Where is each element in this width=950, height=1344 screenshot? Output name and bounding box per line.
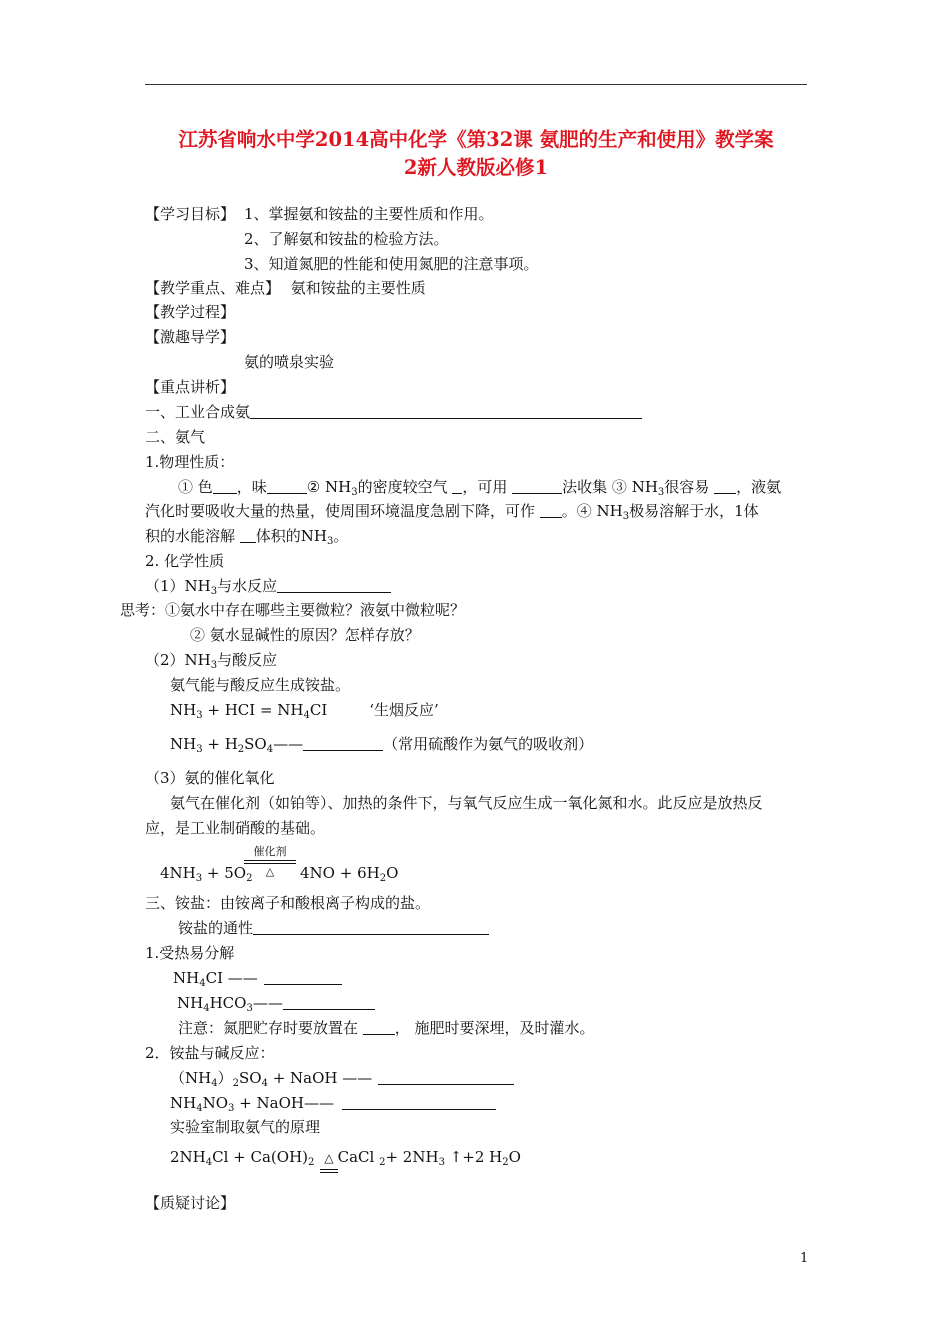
think-question-1: 思考：①氨水中存在哪些主要微粒？液氨中微粒呢？ <box>120 601 466 619</box>
reaction-with-acid: $(2)NH_3$与酸反应 <box>145 651 278 671</box>
think-question-2: ② 氨水显碱性的原因？怎样存放？ <box>190 626 420 644</box>
objectives-label: 【学习目标】 <box>145 205 236 223</box>
chemical-heading: 2. 化学性质 <box>145 552 225 570</box>
answer-blank <box>283 994 375 1010</box>
section-industrial-ammonia <box>145 401 642 423</box>
equals-double-line <box>244 860 296 864</box>
equation-hcl: $NH_3$ + HCI = $NH_4CI$ ‘生烟反应’ <box>170 701 439 721</box>
ammonium-sulfate-reaction: $(NH_4)_2SO_4$ + NaOH —— <box>170 1067 514 1095</box>
heat-symbol: △ <box>265 865 275 878</box>
answer-blank <box>342 1094 496 1110</box>
page-title-line2: 2新人教版必修1 <box>403 156 549 179</box>
lecture-label: 【重点讲析】 <box>145 378 236 396</box>
answer-blank <box>378 1069 514 1085</box>
ammonium-salt-heading: 三、铵盐：由铵离子和酸根离子构成的盐。 <box>145 894 431 912</box>
answer-blank <box>213 478 237 494</box>
base-reaction-heading: 2．铵盐与碱反应： <box>145 1044 275 1062</box>
answer-blank <box>303 735 383 751</box>
decomposition-heading: 1.受热易分解 <box>145 944 235 962</box>
oxidation-description: 氨气在催化剂（如铂等）、加热的条件下，与氧气反应生成一氧化氮和水。此反应是放热反 <box>170 794 763 812</box>
intro-text: 氨的喷泉实验 <box>244 353 335 371</box>
heat-condition: △ <box>320 1146 337 1169</box>
answer-blank <box>240 527 256 543</box>
reaction-condition-arrow <box>244 845 296 879</box>
reaction-with-water: $(1)NH_3$与水反应 <box>145 575 391 603</box>
catalyst-label: 催化剂 <box>253 845 287 858</box>
ammonium-nitrate-reaction: $NH_4NO_3$ + NaOH—— <box>170 1092 496 1120</box>
key-points <box>145 277 426 299</box>
process-label: 【教学过程】 <box>145 303 236 321</box>
equation-h2so4: $NH_3$ + $H_2SO_4——$ （常用硫酸作为氨气的吸收剂） <box>170 735 594 755</box>
physical-line-3: 积的水能溶解 体积的$NH_3$。 <box>145 527 349 547</box>
answer-blank <box>267 478 307 494</box>
objective-item: 3、知道氮肥的性能和使用氮肥的注意事项。 <box>244 255 539 273</box>
answer-blank <box>512 478 562 494</box>
discussion-label: 【质疑讨论】 <box>145 1194 236 1212</box>
lab-preparation-heading: 实验室制取氨气的原理 <box>170 1118 321 1136</box>
key-points-text: 氨和铵盐的主要性质 <box>290 279 426 297</box>
physical-line-2: 汽化时要吸收大量的热量，使周围环境温度急剧下降，可作 。④ $NH_3$极易溶解于水，1体 <box>145 502 759 522</box>
physical-line-1: ① 色 ，味 ② $NH_3$的密度较空气 ，可用 法收集 ③ $NH_3$很容易 ，液氨 <box>178 478 782 498</box>
oxidation-description-2: 应，是工业制硝酸的基础。 <box>145 819 326 837</box>
catalytic-oxidation-heading: （3）氨的催化氧化 <box>145 769 275 787</box>
page-title: 江苏省响水中学2014高中化学《第32课 氨肥的生产和使用》教学案 <box>178 128 774 151</box>
answer-blank <box>253 919 489 935</box>
header-rule <box>145 84 807 85</box>
objective-item: 1、掌握氨和铵盐的主要性质和作用。 <box>244 205 494 223</box>
ammonium-common-properties: 铵盐的通性 <box>178 917 489 939</box>
nh4cl-decomposition: $NH_4CI$ —— <box>173 967 342 995</box>
answer-blank <box>250 403 642 419</box>
answer-blank <box>363 1019 395 1035</box>
answer-blank <box>277 577 391 593</box>
page-number: 1 <box>800 1251 809 1266</box>
answer-blank <box>452 478 462 494</box>
nh4hco3-decomposition: $NH_4HCO_3——$ <box>177 992 375 1020</box>
answer-blank <box>540 502 562 518</box>
key-points-label: 【教学重点、难点】 <box>145 279 281 297</box>
lab-preparation-equation: $2NH_4Cl + Ca(OH)_2$ △ CaCl $_2+ 2NH_3$ ↑+2 $H_2O$ <box>170 1146 521 1174</box>
intro-label: 【激趣导学】 <box>145 328 236 346</box>
section-heading: 一、工业合成氨 <box>145 403 251 421</box>
acid-description: 氨气能与酸反应生成铵盐。 <box>170 676 351 694</box>
physical-heading: 1.物理性质： <box>145 453 235 471</box>
oxidation-equation-right: $4NO + 6H_2O$ <box>300 864 399 884</box>
storage-note: 注意：氮肥贮存时要放置在 ， 施肥时要深埋，及时灌水。 <box>178 1019 595 1037</box>
answer-blank <box>264 969 342 985</box>
answer-blank <box>714 478 736 494</box>
oxidation-equation-left: $4NH_3 + 5O_2$ <box>160 864 253 884</box>
section-ammonia: 二、氨气 <box>145 428 206 446</box>
objective-item: 2、了解氨和铵盐的检验方法。 <box>244 230 449 248</box>
